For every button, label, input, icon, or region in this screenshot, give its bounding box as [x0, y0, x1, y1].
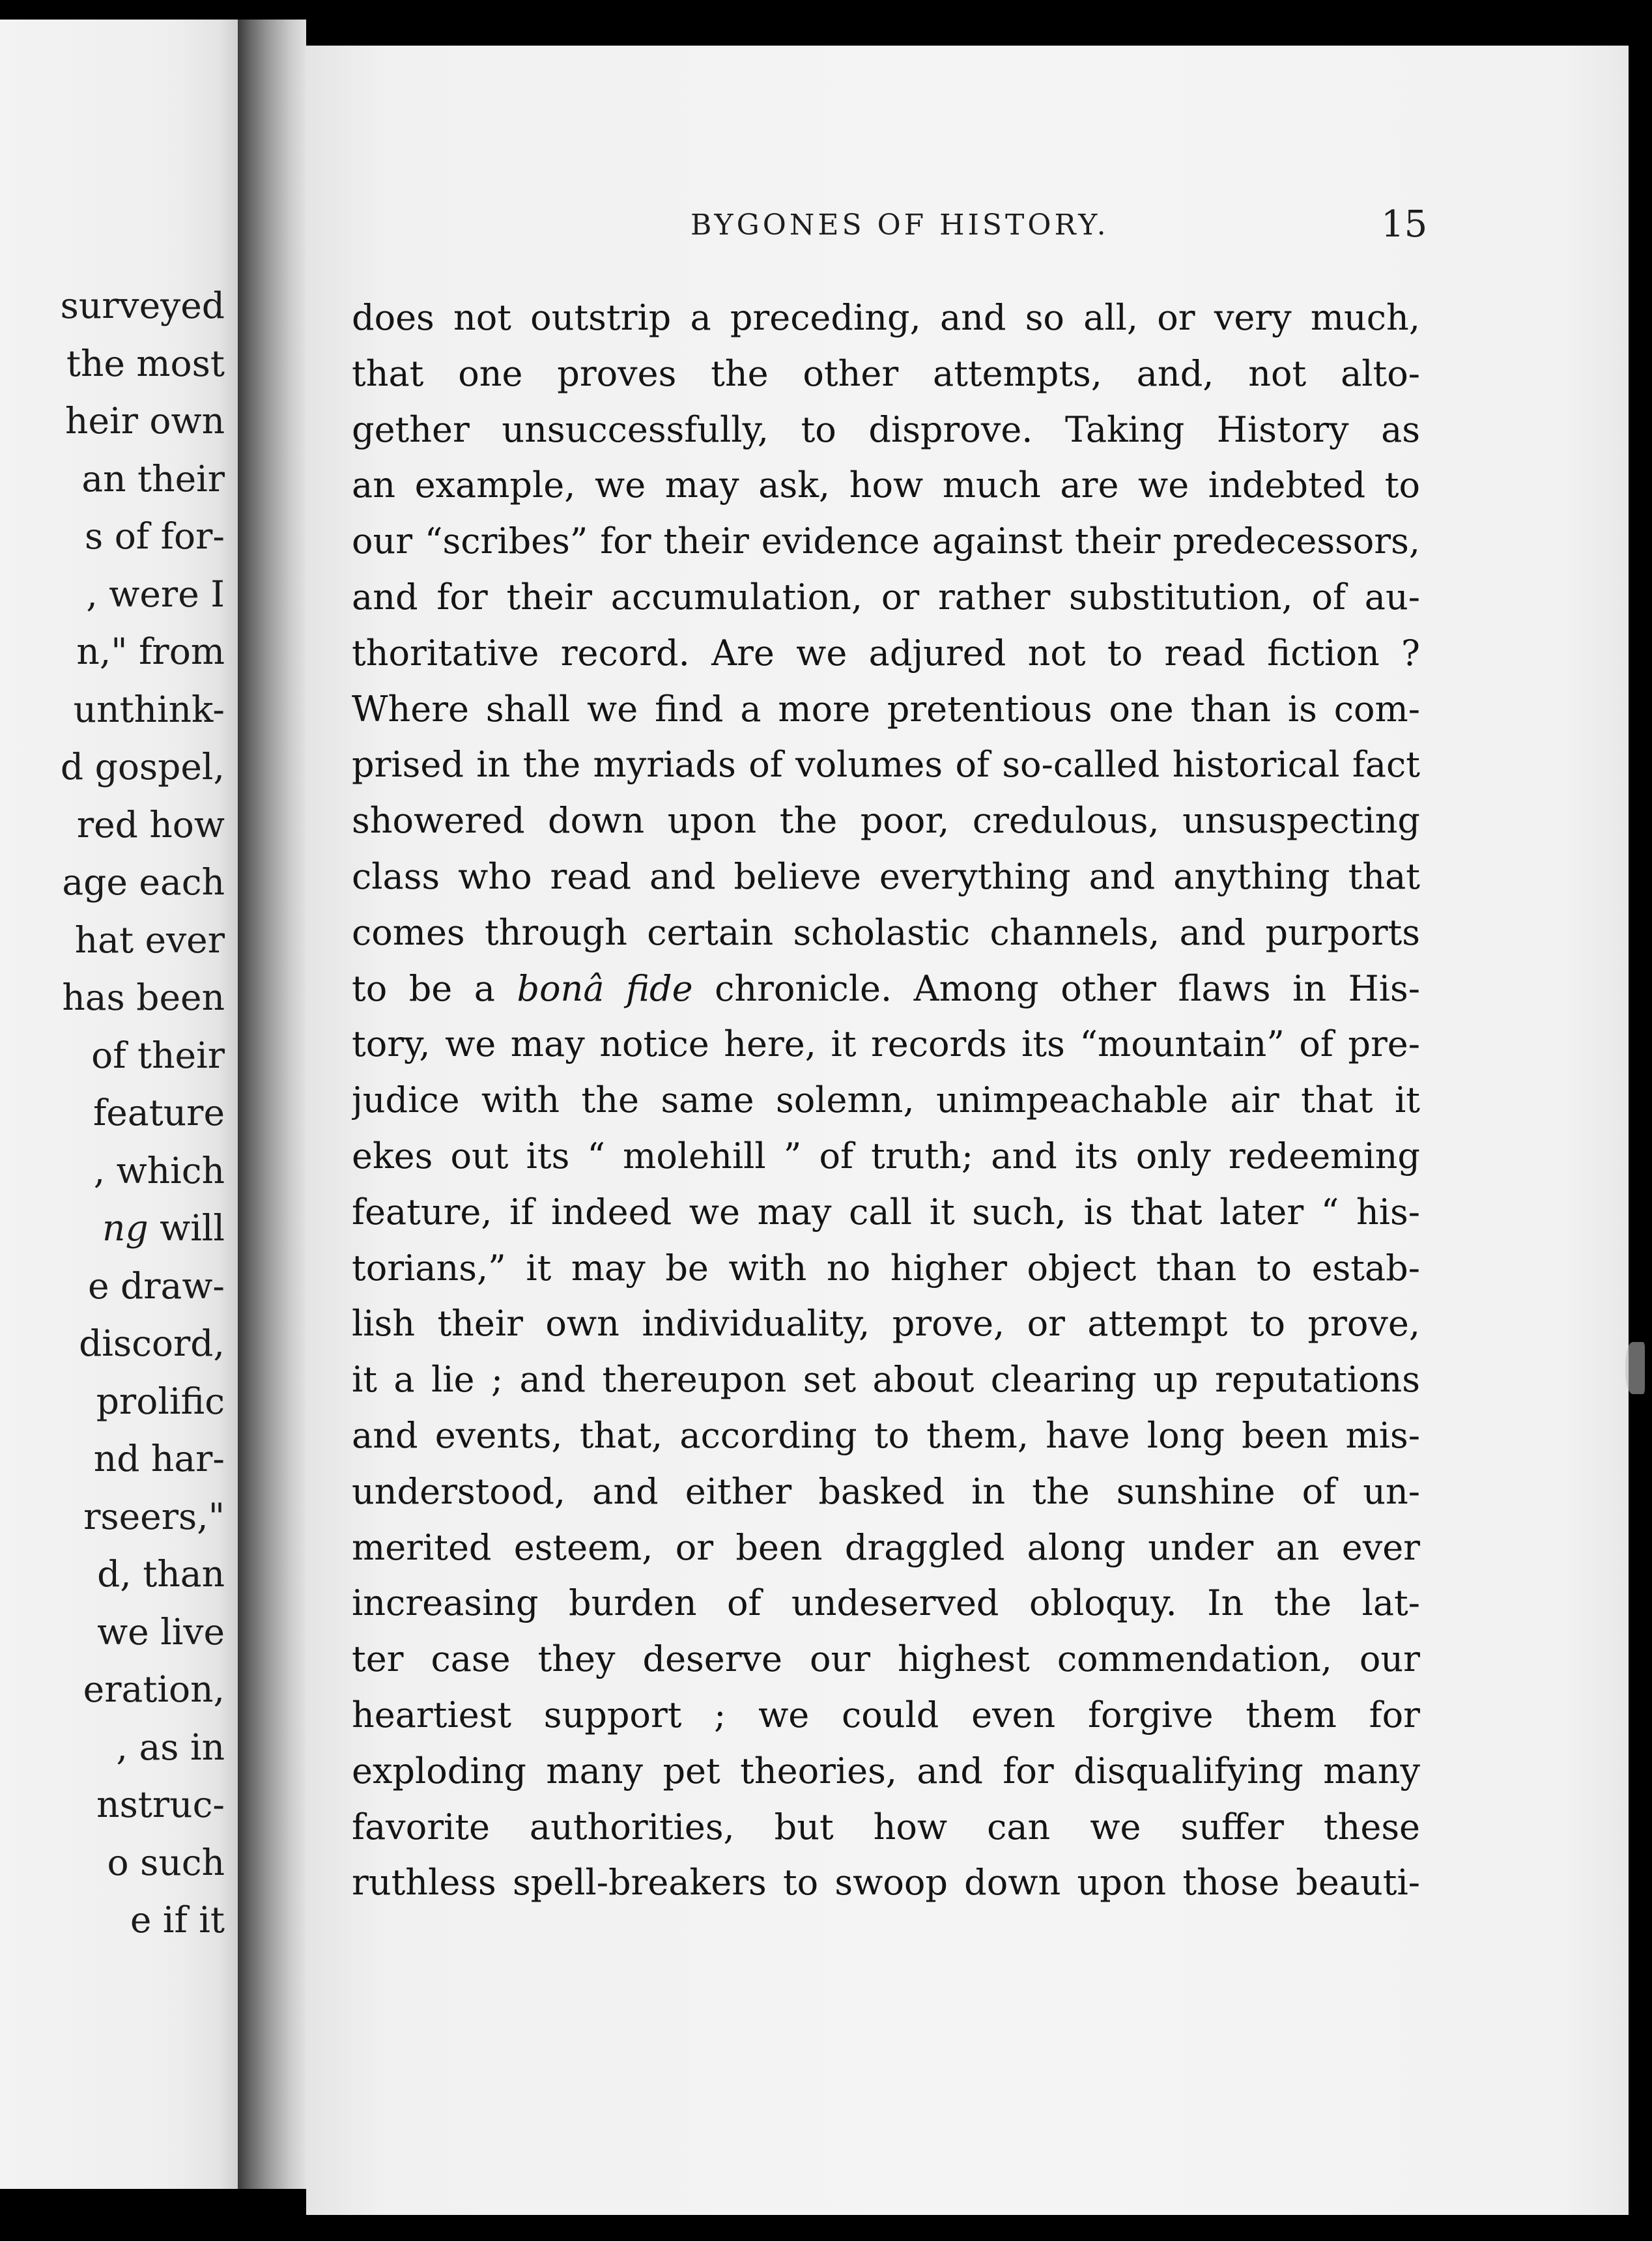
text-line: increasing burden of undeserved obloquy. In the lat-	[352, 1582, 1420, 1624]
running-head: BYGONES OF HISTORY.	[691, 208, 1109, 242]
left-page-line: rseers,"	[83, 1495, 225, 1537]
left-page-line: n," from	[76, 631, 225, 672]
text-line: and for their accumulation, or rather substitution, of au-	[352, 576, 1420, 618]
left-page-line: the most	[66, 342, 225, 384]
text-line: ekes out its “ molehill ” of truth; and its only redeeming	[352, 1135, 1420, 1177]
text-line: gether unsuccessfully, to disprove. Taking History as	[352, 408, 1420, 450]
text-line: judice with the same solemn, unimpeachable air that it	[352, 1079, 1420, 1121]
text-line: lish their own individuality, prove, or attempt to prove,	[352, 1303, 1420, 1345]
text-line: comes through certain scholastic channels, and purports	[352, 911, 1420, 953]
left-page-line: has been	[62, 977, 225, 1018]
text-line: and events, that, according to them, have long been mis-	[352, 1414, 1420, 1456]
text-line: favorite authorities, but how can we suffer these	[352, 1806, 1420, 1848]
left-page-line: nd har-	[93, 1438, 225, 1479]
left-page-line: discord,	[79, 1322, 225, 1364]
left-page-line: , were I	[86, 573, 225, 615]
left-page-line: hat ever	[74, 919, 225, 961]
left-page-line: surveyed	[60, 285, 225, 326]
text-line: merited esteem, or been draggled along under an ever	[352, 1526, 1420, 1568]
left-page-line: e if it	[130, 1899, 225, 1941]
italic-phrase: bonâ fide	[517, 967, 693, 1009]
text-line: ruthless spell-breakers to swoop down upon those beauti-	[352, 1862, 1420, 1904]
text-line: understood, and either basked in the sunshine of un-	[352, 1470, 1420, 1512]
page-number: 15	[1381, 203, 1428, 246]
text-line: showered down upon the poor, credulous, unsuspecting	[352, 800, 1420, 842]
text-line: class who read and believe everything and anything that	[352, 855, 1420, 897]
text-line: does not outstrip a preceding, and so all, or very much,	[352, 297, 1420, 338]
text-line: ter case they deserve our highest commendation, our	[352, 1638, 1420, 1680]
left-page-line: nstruc-	[96, 1784, 225, 1825]
text-line: it a lie ; and thereupon set about clearing up reputations	[352, 1359, 1420, 1401]
left-page-line: prolific	[96, 1380, 225, 1422]
left-page-line: eration,	[83, 1668, 225, 1710]
text-line: torians,” it may be with no higher object than to estab-	[352, 1247, 1420, 1289]
left-page-line: heir own	[65, 400, 225, 442]
left-page-line: red how	[76, 803, 225, 846]
text-line: an example, we may ask, how much are we indebted to	[352, 464, 1420, 506]
left-page-line: o such	[107, 1841, 225, 1883]
left-page-line: , which	[93, 1149, 225, 1192]
page-edge-smudge	[1625, 1342, 1645, 1394]
binding-gutter	[238, 20, 306, 2189]
text-line: exploding many pet theories, and for disqualifying many	[352, 1750, 1420, 1791]
text-line: Where shall we find a more pretentious one than is com-	[352, 688, 1420, 730]
left-page-text	[0, 277, 225, 1949]
left-page-line: , as in	[116, 1726, 225, 1768]
left-page-line: d, than	[97, 1553, 225, 1595]
italic-fragment: ng	[102, 1207, 149, 1249]
text-line: that one proves the other attempts, and, not alto-	[352, 352, 1420, 394]
left-page-line: feature	[93, 1092, 225, 1134]
left-page-line: e draw-	[88, 1264, 225, 1307]
text-line: prised in the myriads of volumes of so-called historical fact	[352, 744, 1420, 786]
text-line: our “scribes” for their evidence against their predecessors,	[352, 521, 1420, 562]
left-page-line: we live	[97, 1610, 225, 1653]
left-page-line: s of for-	[84, 515, 225, 557]
left-page-line: ng will	[102, 1207, 225, 1249]
body-text	[352, 290, 1420, 1911]
text-line: feature, if indeed we may call it such, is that later “ his-	[352, 1191, 1420, 1233]
left-page	[0, 20, 238, 2189]
text-line: thoritative record. Are we adjured not to read fiction ?	[352, 632, 1420, 674]
text-line: heartiest support ; we could even forgive them for	[352, 1694, 1420, 1735]
left-page-line: of their	[91, 1034, 225, 1076]
text-line: to be a bonâ fide chronicle. Among other flaws in His-	[352, 967, 1420, 1009]
left-page-line: an their	[81, 457, 225, 500]
left-page-line: age each	[62, 861, 225, 903]
left-page-line: d gospel,	[60, 746, 225, 788]
left-page-line: unthink-	[73, 688, 225, 730]
text-line: tory, we may notice here, it records its “mountain” of pre-	[352, 1023, 1420, 1065]
